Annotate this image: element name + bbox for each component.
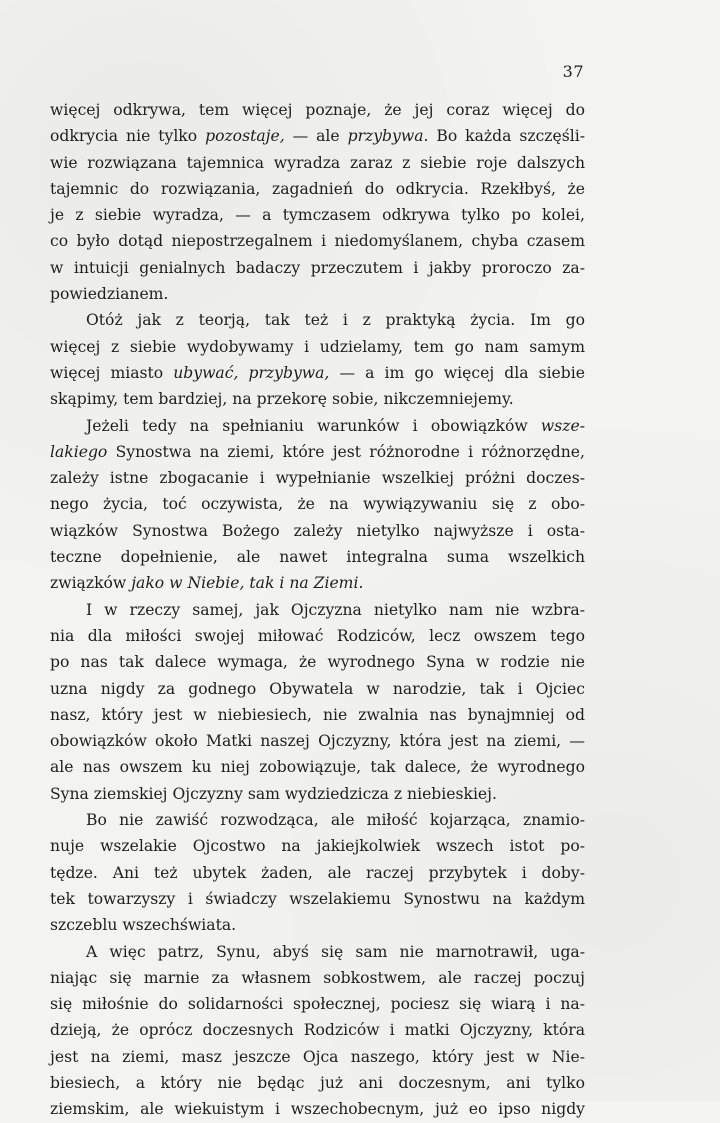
- text-line: [50, 676, 585, 702]
- text-segment: tędze. Ani też ubytek żaden, ale raczej przybytek i doby-: [50, 863, 585, 882]
- text-line: [50, 150, 585, 176]
- text-line: [50, 597, 585, 623]
- text-line: [50, 649, 585, 675]
- text-segment: wiązków Synostwa Bożego zależy nietylko najwyższe i osta-: [50, 521, 585, 540]
- text-segment: A więc patrz, Synu, abyś się sam nie marnotrawił, uga-: [86, 942, 585, 961]
- text-segment: związków: [50, 574, 132, 593]
- text-segment: Jeżeli tedy na spełnianiu warunków i obowiązków: [86, 416, 541, 435]
- text-line: [50, 1017, 585, 1043]
- text-segment: teczne dopełnienie, ale nawet integralna suma wszelkich: [50, 548, 585, 567]
- text-line: [50, 413, 585, 439]
- text-line: [50, 728, 585, 754]
- text-segment: ziemskim, ale wiekuistym i wszechobecnym, już eo ipso nigdy: [50, 1100, 585, 1119]
- text-line: [50, 965, 585, 991]
- text-line: [50, 781, 585, 807]
- text-segment: tek towarzyszy i świadczy wszelakiemu Synostwu na każdym: [50, 889, 585, 908]
- text-segment: się miłośnie do solidarności społecznej, pociesz się wiarą i na-: [50, 995, 585, 1014]
- text-line: [50, 97, 585, 123]
- text-segment: Syna ziemskiej Ojczyzny sam wydziedzicza z niebieskiej.: [50, 784, 497, 803]
- text-segment: powiedzianem.: [50, 285, 169, 304]
- text-segment: wie rozwiązana tajemnica wyradza zaraz z siebie roje dalszych: [50, 153, 585, 172]
- text-line: [50, 886, 585, 912]
- text-line: [50, 465, 585, 491]
- text-segment: dzieją, że oprócz doczesnych Rodziców i matki Ojczyzny, która: [50, 1021, 585, 1040]
- italic-text: wsze-: [540, 416, 585, 435]
- text-segment: nuje wszelakie Ojcostwo na jakiejkolwiek wszech istot po-: [50, 837, 585, 856]
- text-line: [50, 202, 585, 228]
- text-segment: więcej miasto: [50, 363, 174, 382]
- italic-text: lakiego: [50, 442, 108, 461]
- text-segment: szczeblu wszechświata.: [50, 916, 237, 935]
- text-line: [50, 439, 585, 465]
- text-segment: Synostwa na ziemi, które jest różnorodne i różnorzędne,: [107, 442, 585, 461]
- text-line: [50, 833, 585, 859]
- text-segment: więcej z siebie wydobywamy i udzielamy, tem go nam samym: [50, 337, 585, 356]
- text-segment: nego życia, toć oczywista, że na wywiązywaniu się z obo-: [50, 495, 585, 514]
- italic-text: przybywa.: [347, 127, 429, 146]
- text-segment: odkrycia nie tylko: [50, 127, 206, 146]
- text-line: [50, 754, 585, 780]
- text-line: [50, 386, 585, 412]
- text-segment: niając się marnie za własnem sobkostwem, ale raczej poczuj: [50, 968, 585, 987]
- text-line: [50, 228, 585, 254]
- body-text: [50, 97, 585, 1123]
- text-segment: I w rzeczy samej, jak Ojczyzna nietylko nam nie wzbra-: [86, 600, 585, 619]
- text-line: [50, 991, 585, 1017]
- text-segment: obowiązków około Matki naszej Ojczyzny, która jest na ziemi, —: [50, 732, 585, 751]
- text-line: [50, 939, 585, 965]
- text-line: [50, 623, 585, 649]
- text-segment: biesiech, a który nie będąc już ani doczesnym, ani tylko: [50, 1073, 585, 1092]
- text-segment: w intuicji genialnych badaczy przeczutem i jakby proroczo za-: [50, 258, 585, 277]
- text-segment: Otóż jak z teorją, tak też i z praktyką życia. Im go: [86, 311, 585, 330]
- text-line: [50, 807, 585, 833]
- text-line: [50, 1044, 585, 1070]
- text-segment: — ale: [284, 127, 348, 146]
- text-segment: więcej odkrywa, tem więcej poznaje, że jej coraz więcej do: [50, 101, 585, 119]
- text-line: [50, 702, 585, 728]
- italic-text: ubywać, przybywa,: [173, 363, 330, 382]
- text-line: [50, 518, 585, 544]
- page-number: 37: [562, 62, 584, 81]
- text-line: [50, 307, 585, 333]
- text-segment: Bo każda szczęśli-: [428, 127, 586, 146]
- text-line: [50, 860, 585, 886]
- text-segment: tajemnic do rozwiązania, zagadnień do odkrycia. Rzekłbyś, że: [50, 179, 585, 198]
- italic-text: jako w Niebie, tak i na Ziemi.: [131, 574, 364, 593]
- text-line: [50, 912, 585, 938]
- text-line: [50, 255, 585, 281]
- text-segment: ale nas owszem ku niej zobowiązuje, tak dalece, że wyrodnego: [50, 758, 585, 777]
- text-segment: — a im go więcej dla siebie: [329, 363, 585, 382]
- italic-text: pozostaje,: [205, 127, 285, 146]
- text-line: [50, 570, 585, 596]
- text-line: [50, 491, 585, 517]
- text-segment: skąpimy, tem bardziej, na przekorę sobie, nikczemniejemy.: [50, 390, 514, 409]
- text-line: [50, 360, 585, 386]
- text-segment: nasz, który jest w niebiesiech, nie zwalnia nas bynajmniej od: [50, 705, 585, 724]
- text-segment: co było dotąd niepostrzegalnem i niedomyślanem, chyba czasem: [50, 232, 585, 251]
- text-segment: uzna nigdy za godnego Obywatela w narodzie, tak i Ojciec: [50, 679, 585, 698]
- text-line: [50, 176, 585, 202]
- text-line: [50, 334, 585, 360]
- text-line: [50, 1070, 585, 1096]
- text-line: [50, 1096, 585, 1122]
- text-segment: nia dla miłości swojej miłować Rodziców, lecz owszem tego: [50, 626, 585, 645]
- text-segment: Bo nie zawiść rozwodząca, ale miłość kojarząca, znamio-: [86, 811, 585, 830]
- text-line: [50, 281, 585, 307]
- text-segment: zależy istne zbogacanie i wypełnianie wszelkiej próżni doczes-: [50, 469, 585, 488]
- text-segment: je z siebie wyradza, — a tymczasem odkrywa tylko po kolei,: [50, 206, 585, 225]
- text-segment: jest na ziemi, masz jeszcze Ojca naszego, który jest w Nie-: [50, 1047, 585, 1066]
- text-segment: po nas tak dalece wymaga, że wyrodnego Syna w rodzie nie: [50, 653, 585, 672]
- text-line: [50, 123, 585, 149]
- text-line: [50, 544, 585, 570]
